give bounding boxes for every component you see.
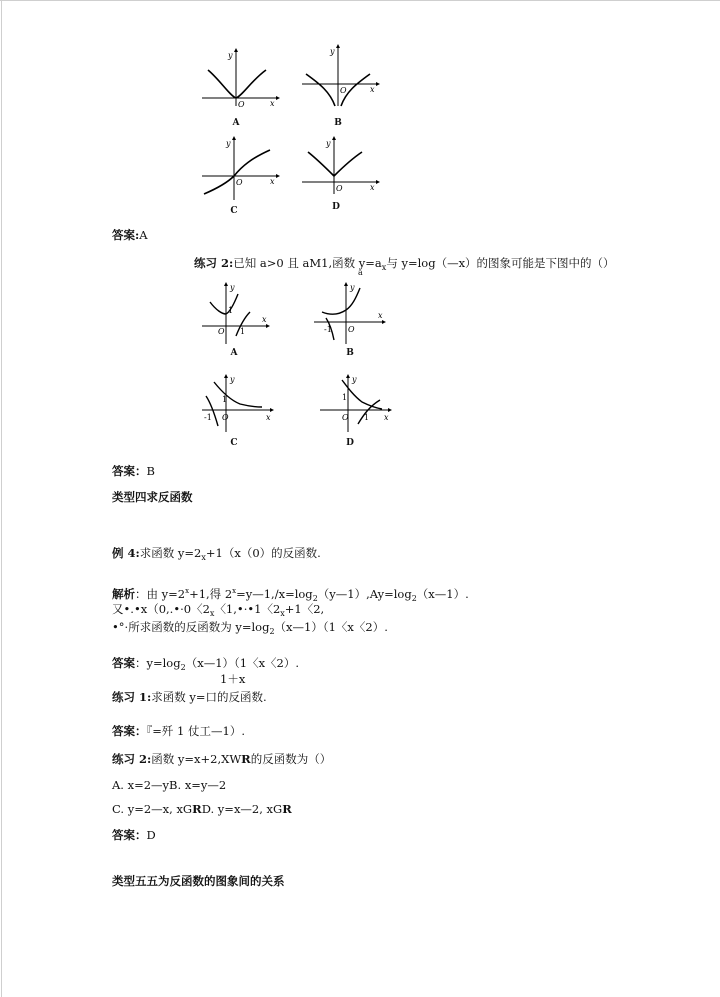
svg-text:y: y (326, 139, 331, 148)
svg-text:1: 1 (364, 413, 370, 422)
exercise-2-question: 练习 2:已知 a>0 且 aM1,函数 $y=a_x$与 y=log（—x）的图象可能是下图中的（） (194, 256, 615, 272)
answer-5: 答案：D (112, 828, 156, 842)
svg-text:x: x (270, 99, 275, 108)
graph-label: C (230, 206, 238, 216)
graph-label: D (346, 438, 354, 448)
graph-1c (200, 136, 280, 202)
example-4: 例 4:求函数 $y=2_x+1(x(0)$的反函数. (112, 546, 321, 562)
svg-text:y: y (228, 51, 233, 60)
subscript-mark: a (358, 268, 363, 277)
solution-line-3: •°·所求函数的反函数为 $y=\log_2(x—1)(1$〈x〈2）. (112, 620, 388, 636)
fraction-numerator: 1＋x (220, 672, 246, 686)
svg-text:y: y (230, 375, 235, 384)
graph-label: B (346, 348, 354, 358)
section-5-title: 类型五五为反函数的图象间的关系 (112, 874, 285, 888)
svg-text:-1: -1 (324, 325, 332, 334)
graph-label: A (232, 118, 240, 128)
answer-4: 答案：『=歼 1 仗工—1）. (112, 724, 245, 738)
svg-text:1: 1 (240, 327, 246, 336)
graph-1b (300, 44, 380, 108)
answer-3: 答案：$y=\log_2(x—1)(1$〈x〈2）. (112, 656, 300, 672)
svg-text:x: x (266, 413, 271, 422)
options-line-1: A. x=2—yB. x=y—2 (112, 778, 227, 792)
svg-text:x: x (270, 177, 275, 186)
svg-text:y: y (352, 375, 357, 384)
svg-text:O: O (222, 413, 229, 422)
graph-label: D (332, 202, 340, 212)
exercise-1: 练习 1:求函数 y=口的反函数. (112, 690, 267, 704)
svg-text:y: y (350, 283, 355, 292)
svg-text:1: 1 (342, 393, 348, 402)
svg-text:y: y (226, 139, 231, 148)
graph-label: C (230, 438, 238, 448)
svg-text:x: x (370, 85, 375, 94)
svg-text:x: x (262, 315, 267, 324)
svg-text:1: 1 (222, 395, 228, 404)
graph-2a (200, 280, 272, 346)
solution-line-1: 解析：由 $y=2^x+1$,得 $2^x=y—1,∕x=\log_2(y—1),Ay=\log_2(x—1)$. (112, 587, 469, 603)
graph-1d (300, 136, 380, 196)
section-4-title: 类型四求反函数 (112, 490, 193, 504)
svg-text:y: y (330, 47, 335, 56)
svg-text:O: O (342, 413, 349, 422)
svg-text:O: O (238, 100, 245, 108)
solution-line-2: 又•.•x（0,.•·0〈$2_x$〈1,•·•1〈$2_x+1$〈2, (112, 602, 325, 618)
svg-text:O: O (218, 327, 225, 336)
svg-text:x: x (378, 311, 383, 320)
page-top-border (0, 0, 720, 1)
svg-text:O: O (336, 184, 343, 193)
svg-text:x: x (370, 183, 375, 192)
page-left-border (1, 0, 2, 997)
svg-text:y: y (230, 283, 235, 292)
graph-1a (200, 48, 280, 108)
graph-label: B (334, 118, 342, 128)
graph-2c (200, 372, 276, 434)
answer-1: 答案:A (112, 228, 148, 242)
svg-text:O: O (236, 178, 243, 187)
graph-2b (312, 280, 388, 346)
exercise-2b: 练习 2:函数 y=x+2,XWR的反函数为（） (112, 752, 332, 766)
svg-text:x: x (384, 413, 389, 422)
answer-2: 答案：B (112, 464, 155, 478)
svg-text:O: O (348, 325, 355, 334)
graph-label: A (230, 348, 238, 358)
svg-text:O: O (340, 86, 347, 95)
svg-text:1: 1 (228, 306, 234, 315)
svg-text:-1: -1 (204, 413, 212, 422)
options-line-2: C. y=2—x, xGRD. y=x—2, xGR (112, 802, 292, 816)
graph-2d (318, 372, 394, 434)
